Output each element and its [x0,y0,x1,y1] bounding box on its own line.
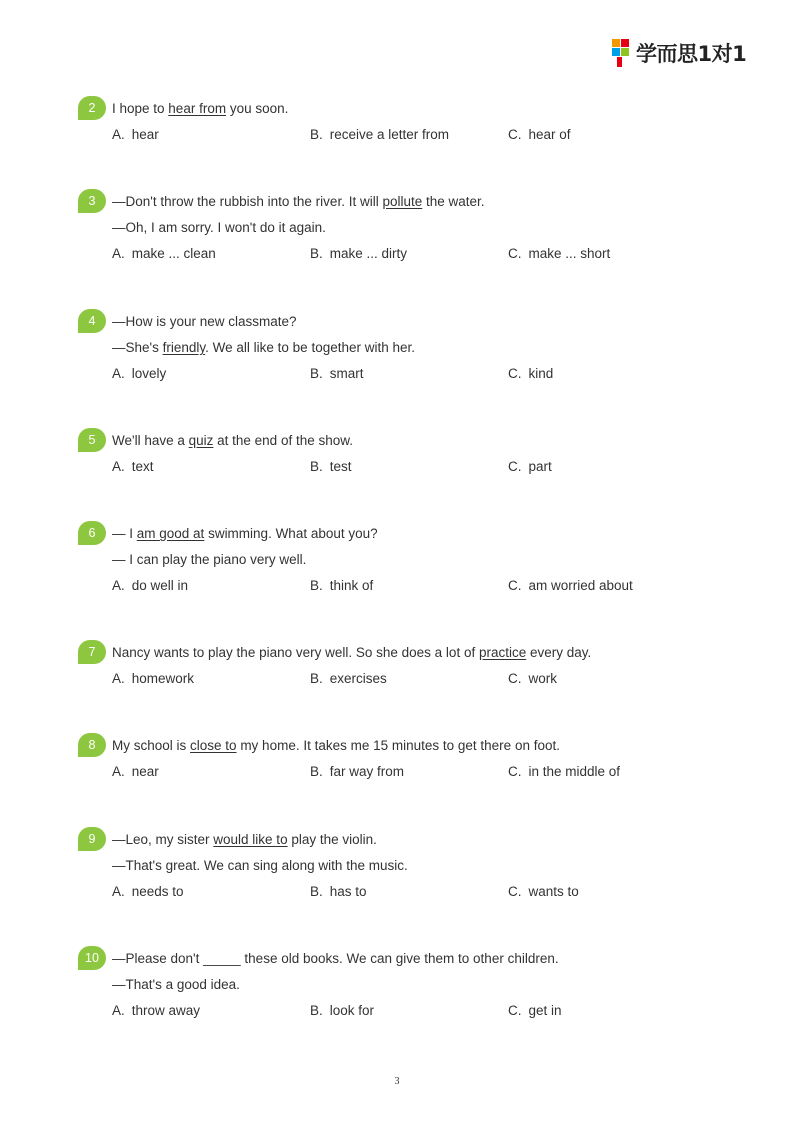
option-letter: A. [112,764,125,779]
option-text: make ... short [528,246,611,261]
option-letter: C. [508,246,522,261]
question-number-badge: 2 [78,96,106,120]
text-segment: every day. [526,645,592,660]
option-letter: A. [112,127,125,142]
answer-options [78,759,698,785]
option-text: text [131,459,154,474]
logo-square-green [621,48,629,56]
option-c[interactable] [508,454,552,480]
option-a[interactable] [112,879,184,905]
text-segment: —Oh, I am sorry. I won't do it again. [112,220,326,235]
answer-options [78,666,698,692]
option-a[interactable] [112,361,166,387]
question-number-badge: 3 [78,189,106,213]
option-letter: C. [508,578,522,593]
logo-mark-icon [612,39,632,67]
option-letter: C. [508,764,522,779]
option-letter: C. [508,671,522,686]
option-letter: A. [112,459,125,474]
underlined-phrase: friendly [162,340,206,355]
option-b[interactable] [310,573,373,599]
text-segment: my home. It takes me 15 minutes to get there on foot. [236,738,560,753]
option-text: test [329,459,352,474]
answer-options [78,879,698,905]
option-a[interactable] [112,454,154,480]
question-stem [78,521,698,547]
question-number-badge: 10 [78,946,106,970]
option-text: has to [329,884,367,899]
answer-options [78,998,698,1024]
underlined-phrase: close to [190,738,237,753]
question-stem [78,309,698,335]
answer-options [78,573,698,599]
option-letter: B. [310,884,323,899]
question-2 [78,96,698,148]
option-letter: C. [508,366,522,381]
question-line [78,335,698,361]
question-number-badge: 7 [78,640,106,664]
option-text: in the middle of [528,764,621,779]
option-b[interactable] [310,879,367,905]
option-letter: C. [508,884,522,899]
option-a[interactable] [112,122,159,148]
option-c[interactable] [508,361,553,387]
option-letter: B. [310,459,323,474]
logo-stem [617,57,622,67]
option-letter: B. [310,1003,323,1018]
question-line [78,972,698,998]
option-c[interactable] [508,759,620,785]
option-text: make ... clean [131,246,216,261]
logo-square-red [621,39,629,47]
page-number: 3 [394,1076,400,1087]
question-number-badge: 6 [78,521,106,545]
option-b[interactable] [310,666,387,692]
option-text: do well in [131,578,189,593]
question-stem [78,189,698,215]
option-text: am worried about [528,578,633,593]
option-text: make ... dirty [329,246,408,261]
question-9 [78,827,698,905]
option-b[interactable] [310,759,404,785]
option-b[interactable] [310,122,449,148]
text-segment: swimming. What about you? [204,526,378,541]
underlined-phrase: practice [478,645,527,660]
text-segment: —Please don't _____ these old books. We can give them to other children. [112,951,559,966]
option-letter: C. [508,459,522,474]
brand-logo [612,38,746,68]
option-text: needs to [131,884,184,899]
question-7 [78,640,698,692]
underlined-phrase: quiz [188,433,214,448]
text-segment: at the end of the show. [213,433,353,448]
text-segment: —Don't throw the rubbish into the river. It will [112,194,383,209]
text-segment: We'll have a [112,433,189,448]
option-a[interactable] [112,998,200,1024]
logo-text: 学而思1对1 [636,42,747,66]
option-text: wants to [528,884,579,899]
option-letter: C. [508,1003,522,1018]
option-letter: B. [310,127,323,142]
question-line [78,547,698,573]
text-segment: Nancy wants to play the piano very well. So she does a lot of [112,645,479,660]
option-b[interactable] [310,998,374,1024]
option-letter: B. [310,578,323,593]
question-stem [78,946,698,972]
option-a[interactable] [112,241,216,267]
option-c[interactable] [508,879,579,905]
option-letter: A. [112,366,125,381]
text-segment: play the violin. [287,832,377,847]
question-stem [78,640,698,666]
answer-options [78,241,698,267]
option-letter: B. [310,764,323,779]
text-segment: —How is your new classmate? [112,314,297,329]
option-c[interactable] [508,573,633,599]
option-text: near [131,764,159,779]
option-text: work [528,671,558,686]
option-c[interactable] [508,666,557,692]
option-text: get in [528,1003,562,1018]
option-c[interactable] [508,122,571,148]
option-letter: A. [112,884,125,899]
text-segment: — I [112,526,137,541]
underlined-phrase: hear from [168,101,227,116]
text-segment: . We all like to be together with her. [205,340,416,355]
question-5 [78,428,698,480]
option-letter: A. [112,578,125,593]
option-letter: B. [310,366,323,381]
question-6 [78,521,698,599]
question-stem [78,428,698,454]
option-text: kind [528,366,554,381]
option-text: receive a letter from [329,127,450,142]
option-c[interactable] [508,998,562,1024]
question-line [78,215,698,241]
logo-square-blue [612,48,620,56]
text-segment: —That's great. We can sing along with the music. [112,858,408,873]
question-number-badge: 4 [78,309,106,333]
option-text: throw away [131,1003,201,1018]
underlined-phrase: am good at [136,526,205,541]
option-a[interactable] [112,759,159,785]
option-b[interactable] [310,454,352,480]
answer-options [78,454,698,480]
answer-options [78,361,698,387]
option-a[interactable] [112,666,194,692]
underlined-phrase: pollute [382,194,423,209]
option-text: exercises [329,671,387,686]
question-8 [78,733,698,785]
option-text: homework [131,671,195,686]
question-line [78,853,698,879]
logo-square-orange [612,39,620,47]
option-text: smart [329,366,364,381]
question-number-badge: 8 [78,733,106,757]
text-segment: My school is [112,738,191,753]
question-4 [78,309,698,387]
question-number-badge: 5 [78,428,106,452]
option-text: hear [131,127,159,142]
option-text: think of [329,578,374,593]
option-letter: A. [112,246,125,261]
option-letter: A. [112,1003,125,1018]
option-text: lovely [131,366,167,381]
text-segment: —That's a good idea. [112,977,240,992]
question-stem [78,96,698,122]
option-a[interactable] [112,573,188,599]
option-letter: B. [310,671,323,686]
question-stem [78,733,698,759]
option-text: hear of [528,127,571,142]
text-segment: —She's [112,340,163,355]
option-text: far way from [329,764,405,779]
option-letter: B. [310,246,323,261]
option-letter: A. [112,671,125,686]
underlined-phrase: would like to [213,832,288,847]
answer-options [78,122,698,148]
option-c[interactable] [508,241,610,267]
option-text: look for [329,1003,375,1018]
text-segment: I hope to [112,101,169,116]
question-10 [78,946,698,1024]
text-segment: —Leo, my sister [112,832,214,847]
option-b[interactable] [310,361,364,387]
question-stem [78,827,698,853]
text-segment: — I can play the piano very well. [112,552,307,567]
question-3 [78,189,698,267]
text-segment: the water. [422,194,485,209]
option-text: part [528,459,552,474]
option-letter: C. [508,127,522,142]
text-segment: you soon. [226,101,289,116]
question-number-badge: 9 [78,827,106,851]
option-b[interactable] [310,241,407,267]
